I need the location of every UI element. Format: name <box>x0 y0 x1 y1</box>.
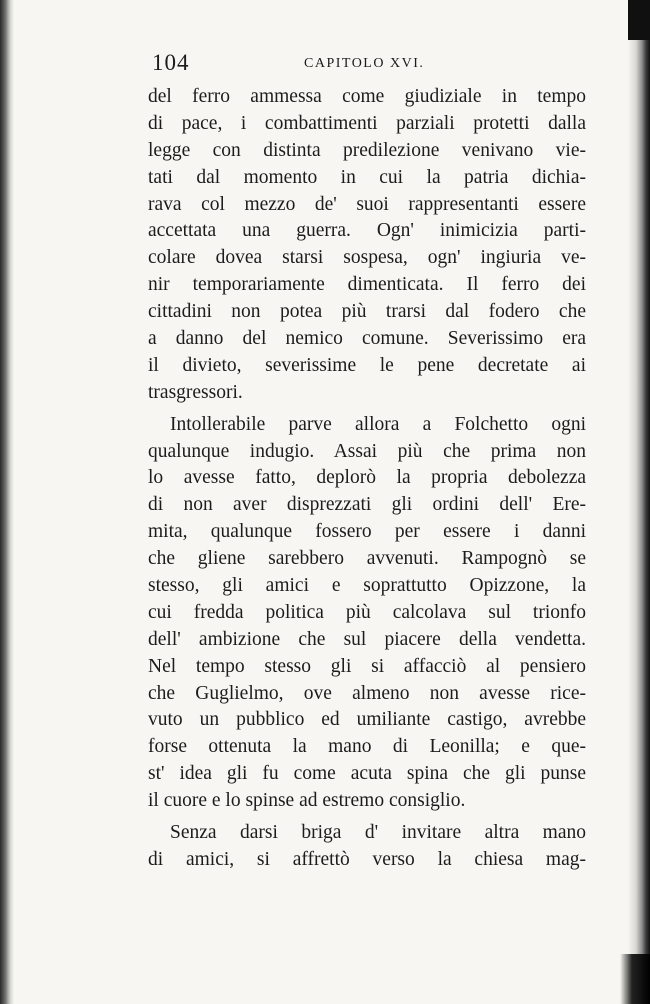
text-line: Nel tempo stesso gli si affacciò al pensiero <box>148 655 586 677</box>
text-line: che gliene sarebbero avvenuti. Rampognò se <box>148 548 586 570</box>
chapter-title: CAPITOLO XVI. <box>304 56 425 71</box>
text-line: lo avesse fatto, deplorò la propria debolezza <box>148 467 586 489</box>
text-line: accettata una guerra. Ogn' inimicizia parti- <box>148 220 586 242</box>
text-line: Intollerabile parve allora a Folchetto ogni <box>170 413 586 435</box>
text-line: nir temporariamente dimenticata. Il ferro dei <box>148 274 586 296</box>
paragraph <box>148 84 586 407</box>
text-line: cui fredda politica più calcolava sul trionfo <box>148 601 586 623</box>
text-line: qualunque indugio. Assai più che prima non <box>148 440 586 462</box>
text-line: st' idea gli fu come acuta spina che gli punse <box>148 763 586 785</box>
text-line: tati dal momento in cui la patria dichia- <box>148 166 586 188</box>
text-line: del ferro ammessa come giudiziale in tempo <box>148 86 586 107</box>
paragraph <box>148 820 586 874</box>
running-header <box>152 50 592 80</box>
body-text <box>148 84 586 874</box>
text-line: forse ottenuta la mano di Leonilla; e que- <box>148 736 586 758</box>
paragraph <box>148 412 586 815</box>
text-line: dell' ambizione che sul piacere della vendetta. <box>148 628 586 650</box>
text-line: Senza darsi briga d' invitare altra mano <box>170 822 586 844</box>
text-line: di amici, si affrettò verso la chiesa mag- <box>148 848 586 870</box>
text-line: cittadini non potea più trarsi dal fodero che <box>148 301 586 323</box>
text-line: legge con distinta predilezione venivano vie- <box>148 139 586 161</box>
page-corner-shadow <box>628 0 650 40</box>
text-line: colare dovea starsi sospesa, ogn' ingiuria ve- <box>148 247 586 269</box>
text-line: mita, qualunque fossero per essere i danni <box>148 521 586 543</box>
text-line: a danno del nemico comune. Severissimo era <box>148 328 586 350</box>
text-line: di pace, i combattimenti parziali protetti dalla <box>148 112 586 134</box>
page-number: 104 <box>152 50 190 75</box>
page-bottom-corner-shadow <box>620 954 650 1004</box>
text-line: il divieto, severissime le pene decretate ai <box>148 354 586 376</box>
text-line: rava col mezzo de' suoi rappresentanti essere <box>148 193 586 215</box>
text-line: trasgressori. <box>148 381 243 403</box>
text-line: vuto un pubblico ed umiliante castigo, avrebbe <box>148 709 586 731</box>
text-line: che Guglielmo, ove almeno non avesse rice- <box>148 682 586 704</box>
page-right-shadow <box>628 0 650 1004</box>
text-line: stesso, gli amici e soprattutto Opizzone, la <box>148 575 586 597</box>
page-left-shadow <box>0 0 14 1004</box>
text-line: il cuore e lo spinse ad estremo consiglio. <box>148 790 466 812</box>
text-line: di non aver disprezzati gli ordini dell' Ere- <box>148 494 586 516</box>
